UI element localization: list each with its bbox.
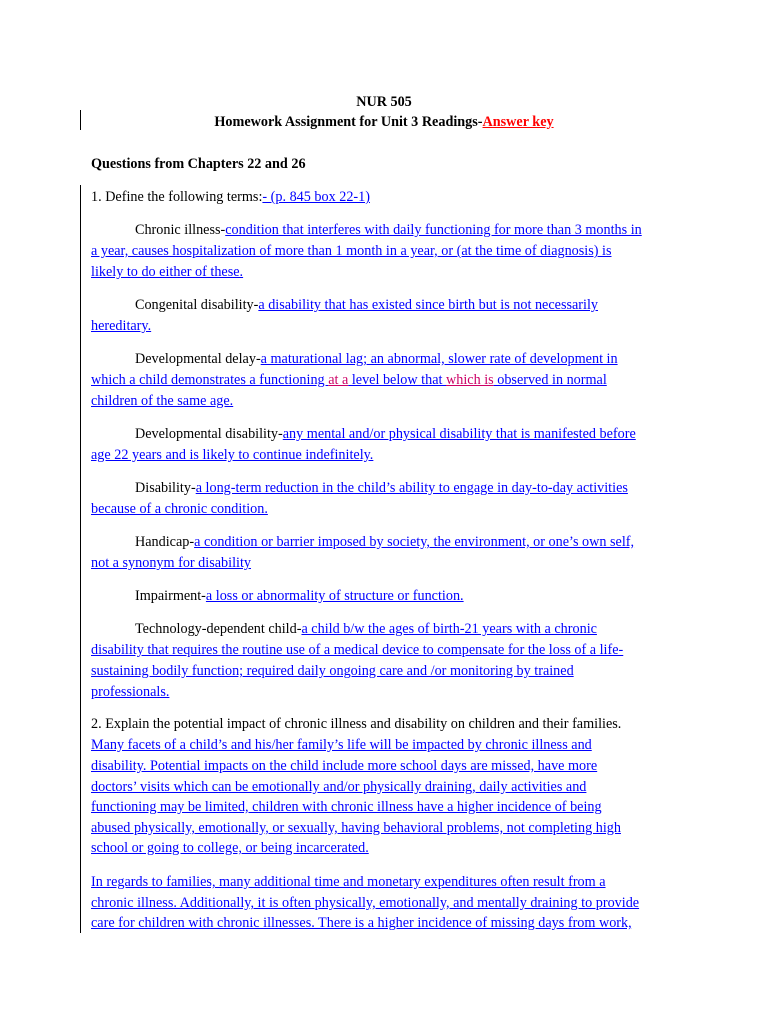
answer-2-para-1-line-5: abused physically, emotionally, or sexually, having behavioral problems, not completing high [91, 820, 621, 836]
term-label: Congenital disability- [135, 297, 259, 313]
question-1 [91, 187, 370, 207]
term-disability-line-1 [135, 478, 628, 498]
answer-2-para-2-line-2: chronic illness. Additionally, it is often physically, emotionally, and mentally draining to provide [91, 895, 640, 911]
definition-part: which a child demonstrates a functioning [91, 372, 329, 388]
title-prefix: Homework Assignment for Unit 3 Readings- [214, 114, 483, 130]
section-heading: Questions from Chapters 22 and 26 [91, 156, 306, 172]
page-title [0, 112, 768, 132]
question-1-reference: - (p. 845 box 22-1) [262, 189, 370, 205]
term-techdep-line-1 [135, 619, 597, 639]
term-label: Handicap- [135, 534, 195, 550]
term-definition: a long-term reduction in the child’s ability to engage in day-to-day activities [195, 480, 628, 496]
change-bar-body [80, 185, 81, 933]
term-label: Developmental disability- [135, 426, 283, 442]
term-delay-line-3: children of the same age. [91, 393, 234, 409]
term-label: Impairment- [135, 588, 206, 604]
answer-2-para-1-line-4: functioning may be limited, children with chronic illness have a higher incidence of being [91, 799, 602, 815]
term-label: Developmental delay- [135, 351, 261, 367]
term-label: Technology-dependent child- [135, 621, 302, 637]
term-techdep-line-4: professionals. [91, 684, 170, 700]
term-definition: a loss or abnormality of structure or function. [205, 588, 464, 604]
term-techdep-line-3: sustaining bodily function; required daily ongoing care and /or monitoring by trained [91, 663, 574, 679]
term-definition: condition that interferes with daily functioning for more than 3 months in [225, 222, 642, 238]
term-congenital-line-2: hereditary. [91, 318, 152, 334]
term-devdis-line-2: age 22 years and is likely to continue indefinitely. [91, 447, 374, 463]
term-handicap-line-1 [135, 532, 634, 552]
term-definition: a disability that has existed since birth but is not necessarily [258, 297, 598, 313]
course-code: NUR 505 [356, 94, 412, 110]
term-chronic-line-1 [135, 220, 642, 240]
definition-part: observed in normal [493, 372, 607, 388]
question-2-prompt: 2. Explain the potential impact of chronic illness and disability on children and their families. [91, 716, 622, 732]
term-definition: a condition or barrier imposed by society, the environment, or one’s own self, [194, 534, 635, 550]
term-chronic-line-2: a year, causes hospitalization of more than 1 month in a year, or (at the time of diagnosis) is [91, 243, 612, 259]
term-chronic-line-3: likely to do either of these. [91, 264, 244, 280]
term-techdep-line-2: disability that requires the routine use of a medical device to compensate for the loss of a life- [91, 642, 624, 658]
tracked-insertion: which is [446, 372, 494, 388]
term-label: Chronic illness- [135, 222, 226, 238]
term-handicap-line-2: not a synonym for disability [91, 555, 251, 571]
term-congenital-line-1 [135, 295, 598, 315]
term-devdis-line-1 [135, 424, 636, 444]
answer-2-para-1-line-2: disability. Potential impacts on the child include more school days are missed, have more [91, 758, 598, 774]
answer-2-para-1-line-3: doctors’ visits which can be emotionally and/or physically draining, daily activities and [91, 779, 587, 795]
term-label: Disability- [135, 480, 196, 496]
answer-2-para-2-line-1: In regards to families, many additional time and monetary expenditures often result from a [91, 874, 606, 890]
answer-key-label: Answer key [482, 114, 554, 130]
term-impairment-line-1 [135, 586, 464, 606]
term-definition: a maturational lag; an abnormal, slower rate of development in [260, 351, 618, 367]
term-definition: a child b/w the ages of birth-21 years with a chronic [301, 621, 597, 637]
definition-part: level below that [348, 372, 446, 388]
answer-2-para-1-line-6: school or going to college, or being incarcerated. [91, 840, 369, 856]
term-delay-line-2 [91, 370, 607, 390]
tracked-insertion: at a [328, 372, 349, 388]
term-delay-line-1 [135, 349, 618, 369]
answer-2-para-1-line-1: Many facets of a child’s and his/her family’s life will be impacted by chronic illness and [91, 737, 592, 753]
term-disability-line-2: because of a chronic condition. [91, 501, 268, 517]
question-1-prompt: 1. Define the following terms: [91, 189, 263, 205]
answer-2-para-2-line-3: care for children with chronic illnesses. There is a higher incidence of missing days from work, [91, 915, 632, 931]
term-definition: any mental and/or physical disability that is manifested before [282, 426, 636, 442]
